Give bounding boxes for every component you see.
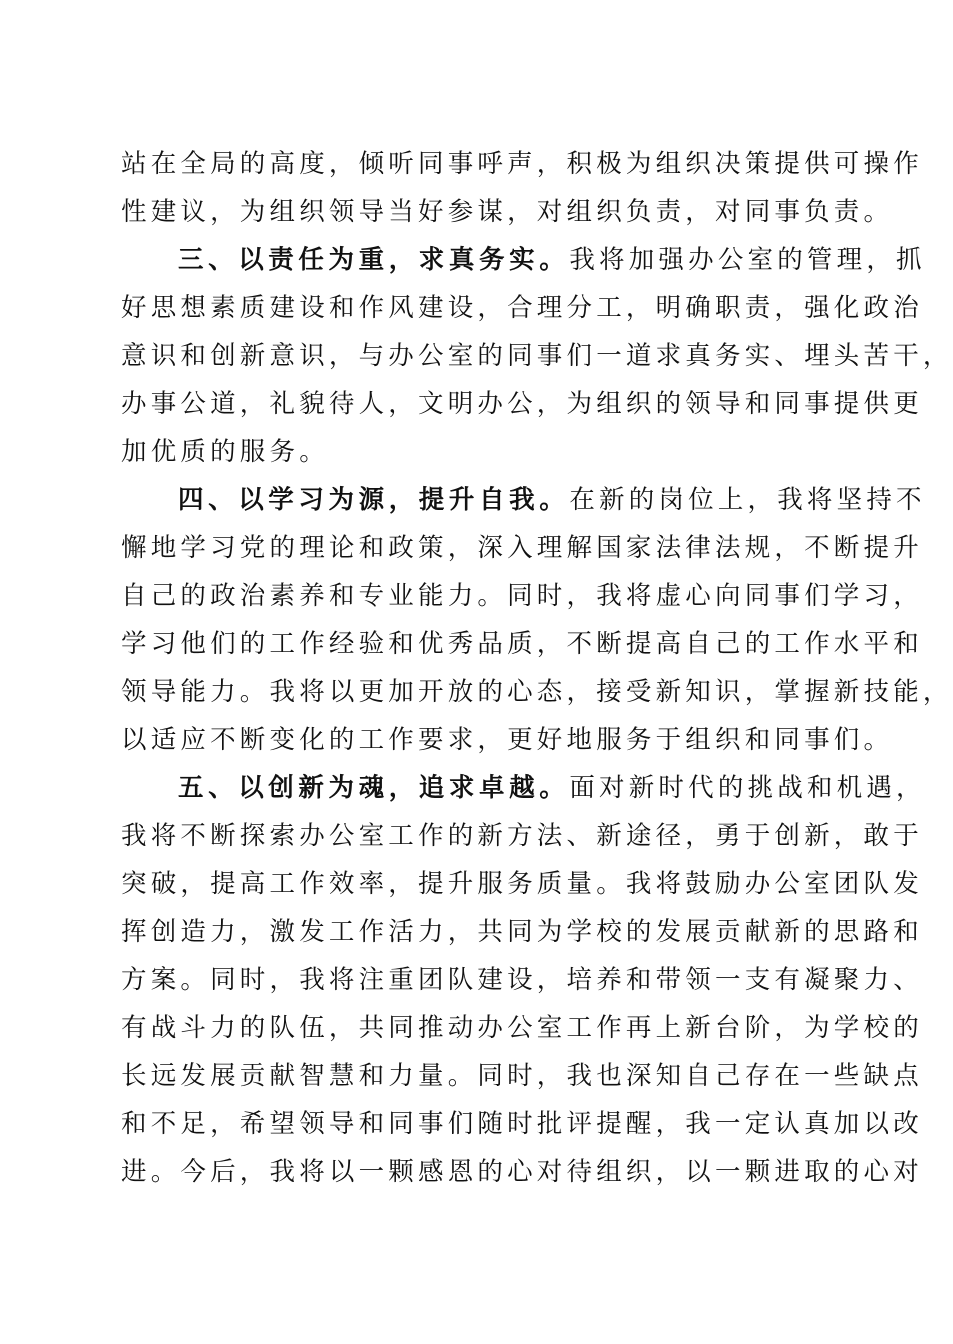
p3-line-2: 懈地学习党的理论和政策，深入理解国家法律法规，不断提升 — [121, 533, 923, 563]
p4-line-2: 我将不断探索办公室工作的新方法、新途径，勇于创新，敢于 — [121, 821, 923, 851]
p4-first-line — [121, 764, 926, 812]
section-heading-four: 四、以学习为源，提升自我。 — [178, 485, 570, 515]
p2-line-2: 好思想素质建设和作风建设，合理分工，明确职责，强化政治 — [121, 293, 923, 323]
p2-line-3: 意识和创新意识，与办公室的同事们一道求真务实、埋头苦干， — [121, 341, 953, 371]
section-heading-three: 三、以责任为重，求真务实。 — [178, 245, 570, 275]
p3-line-5: 领导能力。我将以更加开放的心态，接受新知识，掌握新技能， — [121, 677, 953, 707]
p4-line-9: 进。今后，我将以一颗感恩的心对待组织，以一颗进取的心对 — [121, 1157, 923, 1187]
p2-line-5: 加优质的服务。 — [121, 437, 329, 467]
p3-first-line — [121, 476, 926, 524]
p2-first-line-text: 我将加强办公室的管理，抓 — [569, 245, 926, 275]
p2-line-4: 办事公道，礼貌待人，文明办公，为组织的领导和同事提供更 — [121, 389, 923, 419]
section-heading-five: 五、以创新为魂，追求卓越。 — [178, 773, 570, 803]
document-body — [121, 140, 953, 1196]
p1-line-2: 性建议，为组织领导当好参谋，对组织负责，对同事负责。 — [121, 197, 894, 227]
p4-line-3: 突破，提高工作效率，提升服务质量。我将鼓励办公室团队发 — [121, 869, 923, 899]
p4-line-4: 挥创造力，激发工作活力，共同为学校的发展贡献新的思路和 — [121, 917, 923, 947]
p4-line-8: 和不足，希望领导和同事们随时批评提醒，我一定认真加以改 — [121, 1109, 923, 1139]
p2-first-line — [121, 236, 926, 284]
p3-line-3: 自己的政治素养和专业能力。同时，我将虚心向同事们学习， — [121, 581, 923, 611]
p4-line-5: 方案。同时，我将注重团队建设，培养和带领一支有凝聚力、 — [121, 965, 923, 995]
p3-first-line-text: 在新的岗位上，我将坚持不 — [569, 485, 926, 515]
p3-line-4: 学习他们的工作经验和优秀品质，不断提高自己的工作水平和 — [121, 629, 923, 659]
p4-line-7: 长远发展贡献智慧和力量。同时，我也深知自己存在一些缺点 — [121, 1061, 923, 1091]
p1-line-1: 站在全局的高度，倾听同事呼声，积极为组织决策提供可操作 — [121, 149, 923, 179]
p4-line-6: 有战斗力的队伍，共同推动办公室工作再上新台阶，为学校的 — [121, 1013, 923, 1043]
p3-line-6: 以适应不断变化的工作要求，更好地服务于组织和同事们。 — [121, 725, 894, 755]
p4-first-line-text: 面对新时代的挑战和机遇， — [569, 773, 926, 803]
